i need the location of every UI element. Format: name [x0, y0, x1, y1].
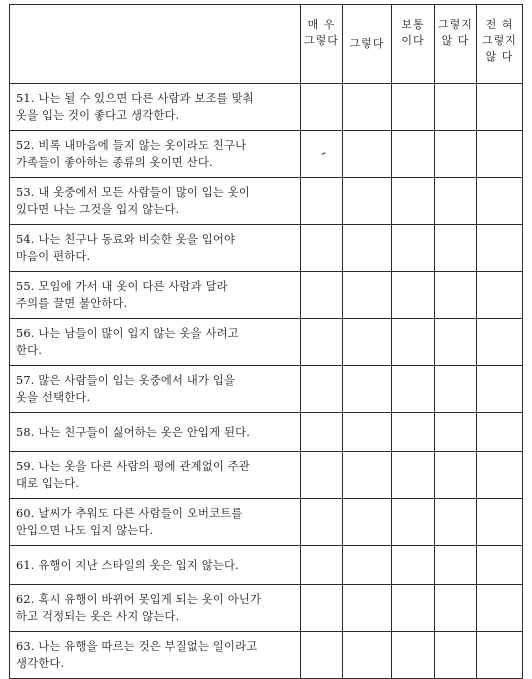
scale-header-strongly-agree: 매 우 그렇다	[301, 5, 343, 84]
answer-cell-agree[interactable]	[343, 413, 392, 452]
answer-cell-disagree[interactable]	[435, 131, 477, 178]
answer-cell-agree[interactable]	[343, 499, 392, 546]
question-text: 60. 날씨가 추워도 다른 사람들이 오버코트를 안입으면 나도 입지 않는다.	[16, 507, 243, 537]
answer-cell-strongly-agree[interactable]	[301, 413, 343, 452]
answer-cell-agree[interactable]	[343, 131, 392, 178]
answer-cell-disagree[interactable]	[435, 546, 477, 585]
answer-cell-strongly-agree[interactable]	[301, 499, 343, 546]
scale-header-neutral: 보통 이다	[392, 5, 435, 84]
answer-cell-strongly-disagree[interactable]	[477, 452, 523, 499]
answer-cell-disagree[interactable]	[435, 84, 477, 131]
question-rows	[10, 84, 523, 679]
answer-cell-disagree[interactable]	[435, 499, 477, 546]
question-cell	[10, 585, 301, 632]
question-row	[10, 413, 523, 452]
answer-cell-strongly-disagree[interactable]	[477, 272, 523, 319]
question-row	[10, 366, 523, 413]
answer-cell-agree[interactable]	[343, 546, 392, 585]
answer-cell-strongly-agree[interactable]	[301, 225, 343, 272]
answer-cell-strongly-disagree[interactable]	[477, 225, 523, 272]
question-row	[10, 84, 523, 131]
answer-cell-neutral[interactable]	[392, 178, 435, 225]
answer-cell-agree[interactable]	[343, 366, 392, 413]
answer-cell-strongly-disagree[interactable]	[477, 546, 523, 585]
question-cell	[10, 632, 301, 679]
answer-cell-neutral[interactable]	[392, 84, 435, 131]
answer-cell-neutral[interactable]	[392, 366, 435, 413]
answer-cell-strongly-disagree[interactable]	[477, 585, 523, 632]
question-row	[10, 585, 523, 632]
answer-cell-strongly-agree[interactable]	[301, 178, 343, 225]
answer-cell-agree[interactable]	[343, 272, 392, 319]
scale-header-disagree: 그렇지 않 다	[435, 5, 477, 84]
question-cell	[10, 452, 301, 499]
answer-cell-neutral[interactable]	[392, 131, 435, 178]
answer-cell-disagree[interactable]	[435, 178, 477, 225]
answer-cell-strongly-disagree[interactable]	[477, 413, 523, 452]
answer-cell-neutral[interactable]	[392, 272, 435, 319]
header-row	[10, 5, 523, 84]
question-text: 53. 내 옷중에서 모든 사람들이 많이 입는 옷이 있다면 나는 그것을 입지 않는다.	[16, 186, 251, 216]
answer-cell-strongly-agree[interactable]	[301, 546, 343, 585]
answer-cell-neutral[interactable]	[392, 499, 435, 546]
question-row	[10, 499, 523, 546]
answer-cell-strongly-disagree[interactable]	[477, 632, 523, 679]
answer-cell-strongly-agree[interactable]	[301, 84, 343, 131]
answer-cell-disagree[interactable]	[435, 319, 477, 366]
question-cell	[10, 366, 301, 413]
question-cell	[10, 413, 301, 452]
answer-cell-disagree[interactable]	[435, 452, 477, 499]
scale-header-strongly-disagree: 전 혀 그렇지 않 다	[477, 5, 523, 84]
question-row	[10, 178, 523, 225]
answer-cell-strongly-disagree[interactable]	[477, 178, 523, 225]
question-cell	[10, 131, 301, 178]
answer-cell-agree[interactable]	[343, 585, 392, 632]
answer-cell-neutral[interactable]	[392, 632, 435, 679]
answer-cell-strongly-agree[interactable]	[301, 452, 343, 499]
question-row	[10, 319, 523, 366]
answer-cell-strongly-disagree[interactable]	[477, 366, 523, 413]
answer-cell-disagree[interactable]	[435, 366, 477, 413]
question-text: 55. 모임에 가서 내 옷이 다른 사람과 달라 주의를 끌면 불안하다.	[16, 280, 228, 310]
answer-cell-neutral[interactable]	[392, 585, 435, 632]
answer-cell-strongly-agree[interactable]	[301, 632, 343, 679]
answer-cell-agree[interactable]	[343, 632, 392, 679]
answer-cell-disagree[interactable]	[435, 225, 477, 272]
answer-cell-strongly-agree[interactable]	[301, 272, 343, 319]
answer-cell-disagree[interactable]	[435, 632, 477, 679]
question-text: 63. 나는 유행을 따르는 것은 부질없는 일이라고 생각한다.	[16, 640, 258, 670]
question-row	[10, 225, 523, 272]
survey-sheet	[9, 4, 522, 670]
question-cell	[10, 225, 301, 272]
answer-cell-agree[interactable]	[343, 225, 392, 272]
answer-cell-neutral[interactable]	[392, 319, 435, 366]
answer-cell-strongly-disagree[interactable]	[477, 319, 523, 366]
answer-cell-strongly-agree[interactable]	[301, 366, 343, 413]
question-row	[10, 632, 523, 679]
question-row	[10, 452, 523, 499]
question-cell	[10, 319, 301, 366]
answer-cell-strongly-agree[interactable]	[301, 585, 343, 632]
question-row	[10, 131, 523, 178]
survey-table	[9, 4, 523, 679]
question-text: 62. 혹시 유행이 바뀌어 못입게 되는 옷이 아닌가 하고 걱정되는 옷은 사지 않는다.	[16, 593, 262, 623]
answer-cell-neutral[interactable]	[392, 546, 435, 585]
question-cell	[10, 272, 301, 319]
answer-cell-disagree[interactable]	[435, 585, 477, 632]
answer-cell-strongly-disagree[interactable]	[477, 131, 523, 178]
question-text: 58. 나는 친구들이 싫어하는 옷은 안입게 된다.	[16, 425, 251, 439]
answer-cell-neutral[interactable]	[392, 413, 435, 452]
answer-cell-strongly-disagree[interactable]	[477, 84, 523, 131]
question-text: 59. 나는 옷을 다른 사람의 평에 관계없이 주관 대로 입는다.	[16, 460, 251, 490]
question-cell	[10, 178, 301, 225]
question-header-cell	[10, 5, 301, 84]
answer-cell-strongly-disagree[interactable]	[477, 499, 523, 546]
question-cell	[10, 499, 301, 546]
scale-header-agree: 그렇다	[343, 5, 392, 84]
question-row	[10, 546, 523, 585]
answer-cell-neutral[interactable]	[392, 225, 435, 272]
question-text: 51. 나는 될 수 있으면 다른 사람과 보조를 맞춰 옷을 입는 것이 좋다고 생각한다.	[16, 92, 254, 122]
question-text: 61. 유행이 지난 스타일의 옷은 입지 않는다.	[16, 558, 239, 572]
answer-cell-agree[interactable]	[343, 84, 392, 131]
question-text: 54. 나는 친구나 동료와 비슷한 옷을 입어야 마음이 편하다.	[16, 233, 236, 263]
answer-cell-disagree[interactable]	[435, 272, 477, 319]
question-text: 52. 비록 내마음에 들지 않는 옷이라도 친구나 가족들이 좋아하는 종류의 옷이면 산다.	[16, 139, 247, 169]
answer-cell-agree[interactable]	[343, 178, 392, 225]
question-cell	[10, 546, 301, 585]
answer-cell-neutral[interactable]	[392, 452, 435, 499]
answer-cell-disagree[interactable]	[435, 413, 477, 452]
question-row	[10, 272, 523, 319]
question-cell	[10, 84, 301, 131]
question-text: 56. 나는 남들이 많이 입지 않는 옷을 사려고 한다.	[16, 327, 239, 357]
answer-cell-strongly-agree[interactable]	[301, 319, 343, 366]
answer-cell-agree[interactable]	[343, 452, 392, 499]
question-text: 57. 많은 사람들이 입는 옷중에서 내가 입을 옷을 선택한다.	[16, 374, 236, 404]
answer-cell-agree[interactable]	[343, 319, 392, 366]
